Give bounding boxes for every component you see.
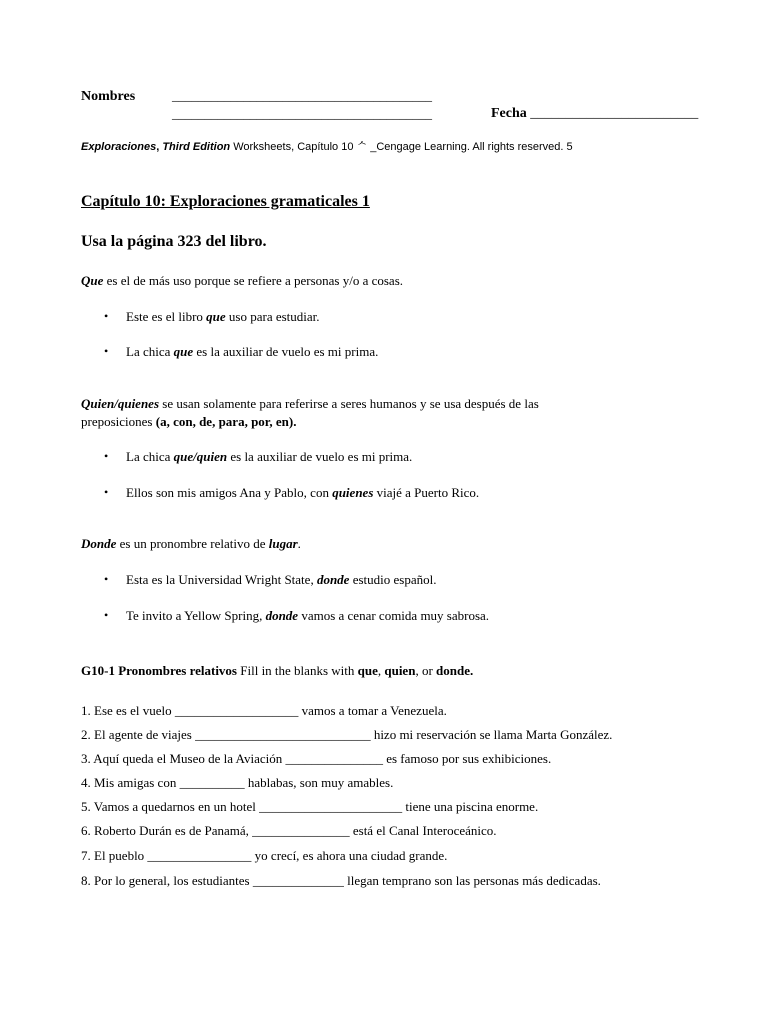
- que-term: Que: [81, 273, 104, 288]
- option-quien: quien: [384, 663, 416, 678]
- donde-term: Donde: [81, 536, 117, 551]
- bullet-text: La chica: [126, 449, 174, 464]
- bullet-text: La chica: [126, 344, 174, 359]
- fecha-field[interactable]: [491, 106, 698, 122]
- credit-book: Exploraciones: [81, 141, 157, 153]
- donde-desc: es un pronombre relativo de: [116, 536, 269, 551]
- bullet-icon: •: [104, 485, 109, 499]
- que-desc: es el de más uso porque se refiere a personas y/o a cosas.: [103, 273, 404, 288]
- bullet-icon: •: [104, 608, 109, 622]
- credit-rest: Worksheets, Capítulo 10: [230, 141, 357, 153]
- nombres-line-2[interactable]: ________________________________________: [172, 106, 432, 121]
- exercise-heading: [81, 663, 473, 679]
- quien-description-line2: [81, 414, 296, 430]
- fecha-label: Fecha: [491, 106, 527, 121]
- bullet-icon: •: [104, 572, 109, 586]
- bullet-text: vamos a cenar comida muy sabrosa.: [298, 608, 490, 623]
- bullet-icon: •: [104, 309, 109, 323]
- nombres-label: Nombres: [81, 89, 136, 104]
- quien-desc1: se usan solamente para referirse a seres humanos y se usa después de las: [159, 396, 539, 411]
- quien-term: Quien/quienes: [81, 396, 160, 411]
- credit-sep: ,: [156, 141, 163, 153]
- bullet-text: Esta es la Universidad Wright State,: [126, 572, 317, 587]
- quien-description-line1: [81, 396, 539, 412]
- exercise-item-5[interactable]: 5. Vamos a quedarnos en un hotel ______________________ tiene una piscina enorme.: [81, 799, 539, 814]
- exercise-item-2[interactable]: 2. El agente de viajes ___________________________ hizo mi reservación se llama Marta González.: [81, 727, 613, 742]
- bullet-icon: •: [104, 344, 109, 358]
- bullet-emphasis: que/quien: [173, 449, 228, 464]
- bullet-text: Ellos son mis amigos Ana y Pablo, con: [126, 485, 333, 500]
- credit-tail: _Cengage Learning. All rights reserved. 5: [367, 141, 573, 153]
- option-donde: donde.: [436, 663, 474, 678]
- exercise-item-3[interactable]: 3. Aquí queda el Museo de la Aviación _______________ es famoso por sus exhibiciones.: [81, 751, 552, 766]
- exercise-instruction: Fill in the blanks with: [237, 663, 358, 678]
- bullet-text: es la auxiliar de vuelo es mi prima.: [193, 344, 379, 359]
- exercise-item-8[interactable]: 8. Por lo general, los estudiantes ______________ llegan temprano son las personas más dedicadas.: [81, 873, 601, 888]
- option-que: que: [357, 663, 378, 678]
- bullet-emphasis: que: [206, 309, 226, 324]
- exercise-code: G10-1 Pronombres relativos: [81, 663, 237, 678]
- que-description: [81, 273, 403, 289]
- bullet-emphasis: quienes: [332, 485, 374, 500]
- quien-desc2: preposiciones: [81, 414, 156, 429]
- bullet-emphasis: donde: [316, 572, 350, 587]
- bullet-emphasis: donde: [265, 608, 299, 623]
- page-instruction: Usa la página 323 del libro.: [81, 233, 267, 250]
- exercise-item-1[interactable]: 1. Ese es el vuelo ___________________ vamos a tomar a Venezuela.: [81, 703, 447, 718]
- bullet-text: es la auxiliar de vuelo es mi prima.: [227, 449, 413, 464]
- bullet-text: viajé a Puerto Rico.: [373, 485, 480, 500]
- exercise-item-4[interactable]: 4. Mis amigas con __________ hablabas, son muy amables.: [81, 775, 394, 790]
- bullet-text: Este es el libro: [126, 309, 207, 324]
- donde-lugar: lugar: [268, 536, 298, 551]
- bullet-text: Te invito a Yellow Spring,: [126, 608, 266, 623]
- nombres-line-1[interactable]: ________________________________________: [172, 88, 432, 103]
- separator: ,: [377, 663, 385, 678]
- exercise-item-7[interactable]: 7. El pueblo ________________ yo crecí, es ahora una ciudad grande.: [81, 848, 448, 863]
- chapter-title: Capítulo 10: Exploraciones gramaticales 1: [81, 193, 370, 210]
- credit-edition: Third Edition: [162, 141, 231, 153]
- exercise-item-6[interactable]: 6. Roberto Durán es de Panamá, _______________ está el Canal Interoceánico.: [81, 823, 497, 838]
- fecha-line[interactable]: ________________________: [530, 106, 699, 121]
- credit-line: [81, 138, 573, 154]
- bullet-emphasis: que: [173, 344, 194, 359]
- donde-end: .: [297, 536, 301, 551]
- bullet-text: estudio español.: [349, 572, 437, 587]
- bullet-icon: •: [104, 449, 109, 463]
- donde-description: [81, 536, 301, 552]
- quien-prepositions: (a, con, de, para, por, en).: [155, 414, 297, 429]
- separator: , or: [415, 663, 437, 678]
- credit-symbol: ᄉ: [356, 141, 368, 153]
- bullet-text: uso para estudiar.: [225, 309, 320, 324]
